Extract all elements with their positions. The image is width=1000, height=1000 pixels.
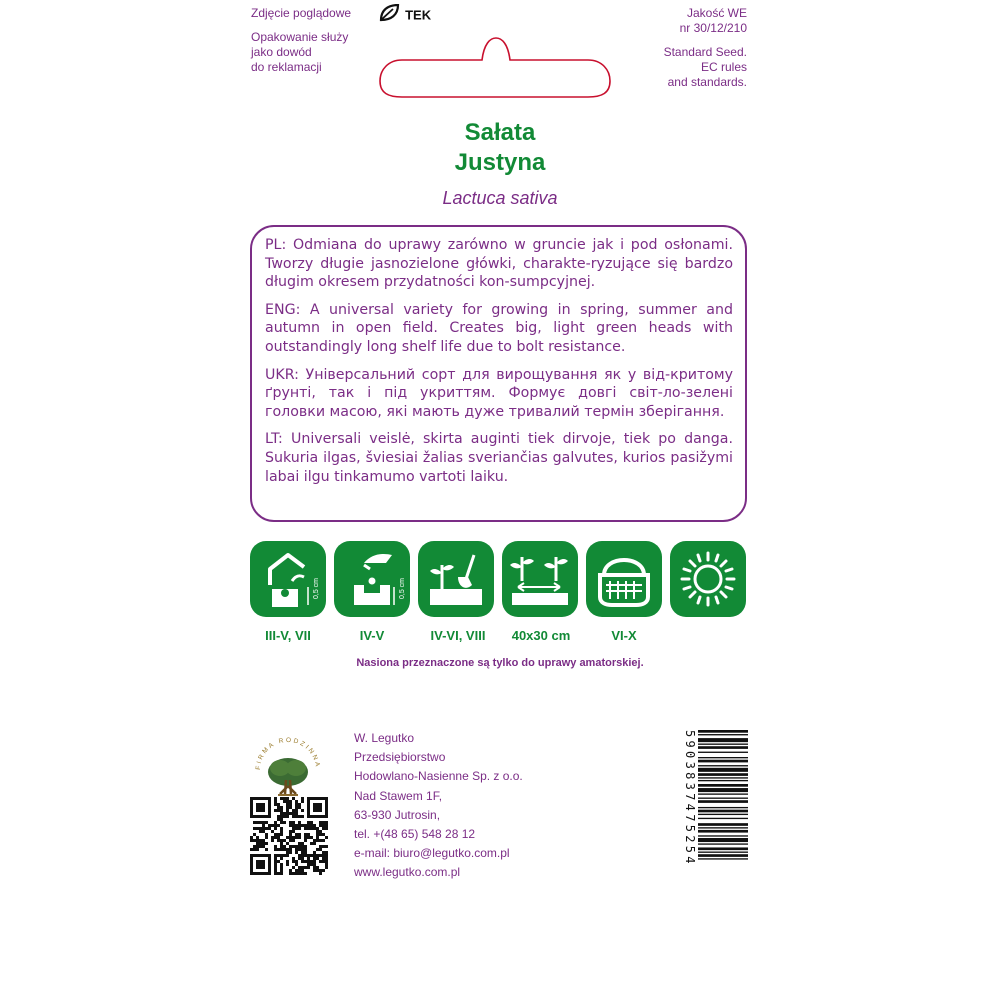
complaint-line-3: do reklamacji	[251, 60, 322, 74]
family-badge	[250, 730, 326, 806]
standard-line-2: EC rules	[700, 60, 747, 74]
address-line-4: Nad Stawem 1F,	[354, 788, 443, 803]
complaint-line-2: jako dowód	[251, 45, 312, 59]
address-line-5: 63-930 Jutrosin,	[354, 807, 441, 822]
label-preview-text: Zdjęcie poglądowe	[251, 6, 352, 20]
barcode-digits: 5903837475254	[683, 730, 697, 867]
header-right	[664, 6, 747, 90]
title-line-2: Justyna	[454, 149, 546, 176]
latin-name: Lactuca sativa	[442, 188, 558, 208]
caption-planting-out: IV-VI, VIII	[430, 628, 486, 643]
caption-plant-spacing: 40x30 cm	[511, 628, 571, 643]
hanger-hole-outline	[378, 32, 614, 100]
title-line-1: Sałata	[464, 119, 536, 146]
caption-harvest: VI-X	[611, 628, 637, 643]
leaf-logo-icon	[378, 4, 400, 26]
description-eng: ENG: A universal variety for growing in spring, summer and autumn in open field. Creates big, light green heads with outstandingly long shelf life due to bolt resistance.	[265, 301, 733, 355]
badge-text: FIRMA RODZINNA	[254, 736, 322, 771]
harvest-basket-icon	[586, 541, 662, 617]
description-ukr: UKR: Універсальний сорт для вирощування як у від-критому ґрунті, так і під укриттям. Формує довгі світ-ло-зелені головки масою, які мають дуже тривалий термін зберігання.	[265, 366, 733, 420]
address-line-7: e-mail: biuro@legutko.com.pl	[354, 846, 510, 861]
tek-logo	[378, 4, 431, 26]
address-line-6: tel. +(48 65) 548 28 12	[354, 827, 476, 842]
family-tree-icon	[250, 730, 326, 802]
sowing-in-ground-icon	[334, 541, 410, 617]
standard-line-3: and standards.	[667, 75, 747, 89]
qr-code	[250, 797, 328, 879]
caption-sowing-in-ground: IV-V	[359, 628, 385, 643]
quality-line-1: Jakość WE	[686, 6, 747, 20]
sowing-under-cover-icon	[250, 541, 326, 617]
complaint-line-1: Opakowanie służy	[251, 30, 349, 44]
description-lt: LT: Universali veislė, skirta auginti tiek dirvoje, tiek po danga. Sukuria ilgas, šviesiai žalias sveriančias galvutes, kurios pasižymi labai ilgu tinkamumo vartoti laiku.	[265, 431, 733, 485]
address-line-3: Hodowlano-Nasienne Sp. z o.o.	[354, 769, 523, 784]
caption-sowing-under-cover: III-V, VII	[265, 628, 311, 643]
company-address	[354, 729, 523, 883]
product-title	[0, 118, 1000, 178]
tek-logo-text: TEK	[405, 7, 432, 23]
planting-out-icon	[418, 541, 494, 617]
svg-text:0,5 cm: 0,5 cm	[399, 577, 406, 599]
address-line-2: Przedsiębiorstwo	[354, 750, 446, 765]
description-box	[250, 225, 747, 522]
plant-spacing-icon	[502, 541, 578, 617]
quality-line-2: nr 30/12/210	[679, 21, 747, 35]
standard-line-1: Standard Seed.	[663, 45, 747, 59]
description-pl: PL: Odmiana do uprawy zarówno w gruncie jak i pod osłonami. Tworzy długie jasnozielone główki, charakte-ryzujące się bardzo długim okresem przydatności kon-sumpcyjnej.	[265, 237, 733, 291]
address-line-1: W. Legutko	[354, 731, 415, 745]
amateur-use-note: Nasiona przeznaczone są tylko do uprawy amatorskiej.	[356, 657, 644, 669]
sun-icon	[670, 541, 746, 617]
header-left	[251, 6, 351, 75]
address-line-8: www.legutko.com.pl	[354, 865, 461, 880]
svg-text:0,5 cm: 0,5 cm	[313, 577, 320, 599]
barcode	[698, 730, 748, 880]
